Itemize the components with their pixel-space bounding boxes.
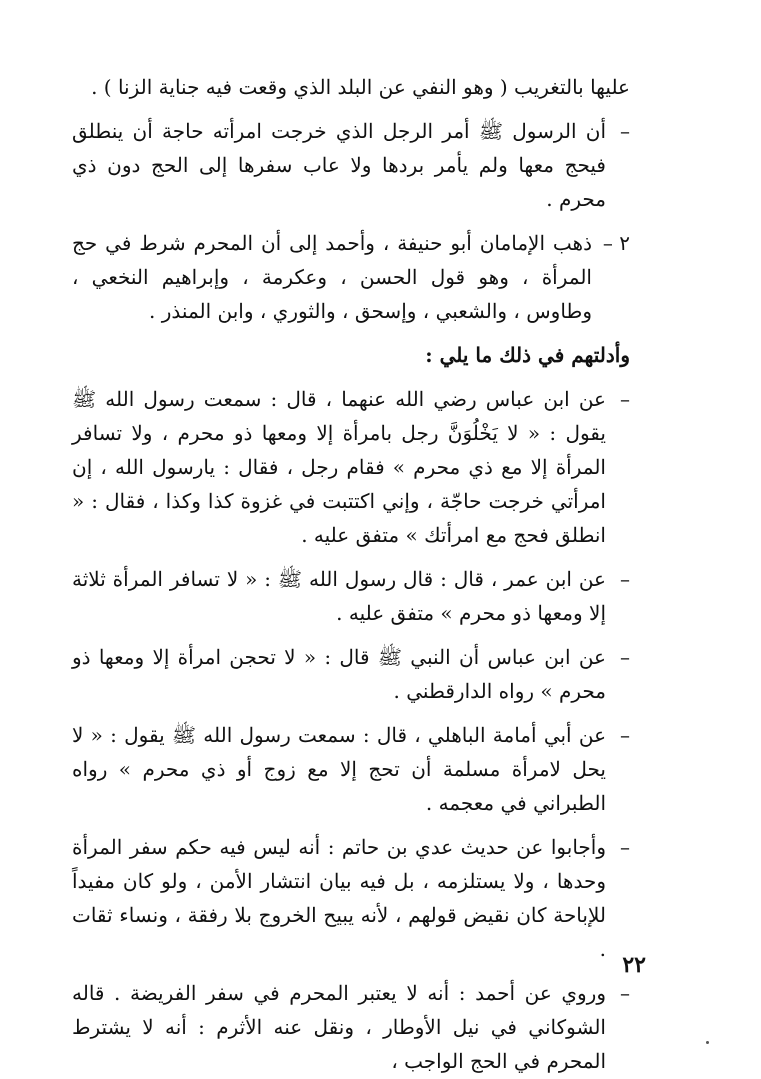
evidence-item xyxy=(72,830,630,966)
evidence-item xyxy=(72,382,630,552)
numbered-point-text: ذهب الإمامان أبو حنيفة ، وأحمد إلى أن المحرم شرط في حج المرأة ، وهو قول الحسن ، وعكرمة ، وإبراهيم النخعي ، وطاوس ، والشعبي ، وإسحق ، والثوري ، وابن المنذر . xyxy=(72,231,592,323)
dash-marker: – xyxy=(620,645,630,669)
dash-marker: – xyxy=(620,567,630,591)
list-item xyxy=(72,114,630,216)
point-number: ٢ – xyxy=(602,231,630,255)
evidence-text: عن ابن عباس أن النبي ﷺ قال : « لا تحجن امرأة إلا ومعها ذو محرم » رواه الدارقطني . xyxy=(72,645,606,703)
evidence-item xyxy=(72,562,630,630)
evidence-text: وروي عن أحمد : أنه لا يعتبر المحرم في سفر الفريضة . قاله الشوكاني في نيل الأوطار ، ونقل عنه الأثرم : أنه لا يشترط المحرم في الحج الواجب ، xyxy=(72,981,606,1073)
evidence-text: عن ابن عمر ، قال : قال رسول الله ﷺ : « لا تسافر المرأة ثلاثة إلا ومعها ذو محرم » متفق عليه . xyxy=(72,567,606,625)
print-speck xyxy=(706,1041,709,1044)
dash-marker: – xyxy=(620,835,630,859)
evidence-text: عن ابن عباس رضي الله عنهما ، قال : سمعت رسول الله ﷺ يقول : « لا يَخْلُوَنَّ رجل بامرأة إلا ومعها ذو محرم ، ولا تسافر المرأة إلا مع ذي محرم » فقام رجل ، فقال : يارسول الله ، إن امرأتي خرجت حاجّة ، وإني اكتتبت في غزوة كذا وكذا ، فقال : « انطلق فحج مع امرأتك » متفق عليه . xyxy=(72,387,606,547)
body-text xyxy=(72,70,630,1078)
evidence-text: وأجابوا عن حديث عدي بن حاتم : أنه ليس فيه حكم سفر المرأة وحدها ، ولا يستلزمه ، بل فيه بيان انتشار الأمن ، ولو كان مفيداً للإباحة كان نقيض قولهم ، لأنه يبيح الخروج بلا رفقة ، ونساء ثقات . xyxy=(72,835,606,961)
numbered-point xyxy=(72,226,630,328)
section-heading: وأدلتهم في ذلك ما يلي : xyxy=(425,343,630,367)
dash-marker: – xyxy=(620,387,630,411)
dash-marker: – xyxy=(620,723,630,747)
evidence-item xyxy=(72,718,630,820)
evidence-item xyxy=(72,640,630,708)
page-number: ٢٢ xyxy=(622,952,646,978)
dash-marker: – xyxy=(620,981,630,1005)
dash-marker: – xyxy=(620,119,630,143)
evidence-text: عن أبي أمامة الباهلي ، قال : سمعت رسول الله ﷺ يقول : « لا يحل لامرأة مسلمة أن تحج إلا مع زوج أو ذي محرم » رواه الطبراني في معجمه . xyxy=(72,723,606,815)
evidence-item xyxy=(72,976,630,1078)
opening-line: عليها بالتغريب ( وهو النفي عن البلد الذي وقعت فيه جناية الزنا ) . xyxy=(91,75,630,99)
list-item-text: أن الرسول ﷺ أمر الرجل الذي خرجت امرأته حاجة أن ينطلق فيحج معها ولم يأمر بردها ولا عاب سفرها إلى الحج دون ذي محرم . xyxy=(72,119,606,211)
